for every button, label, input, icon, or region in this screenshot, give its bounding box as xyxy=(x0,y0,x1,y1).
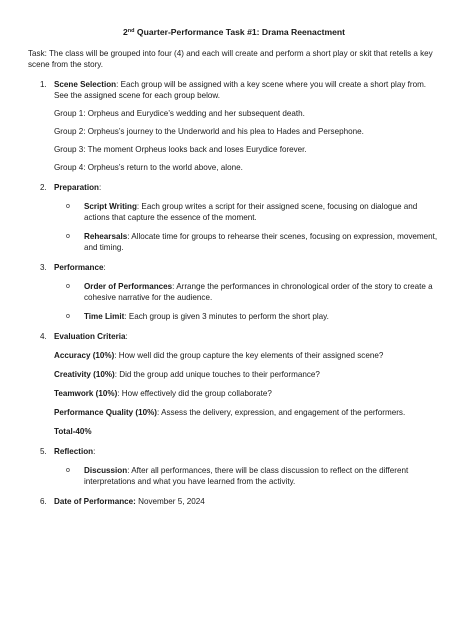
sub-text: : After all performances, there will be class discussion to reflect on the different interpretations and what you have learned from the activity. xyxy=(84,466,409,486)
sub-heading: Discussion xyxy=(84,466,128,475)
title-superscript: nd xyxy=(127,28,135,34)
item-heading: Date of Performance: xyxy=(54,497,136,506)
item-heading: Scene Selection xyxy=(54,80,117,89)
sub-heading: Order of Performances xyxy=(84,282,173,291)
sub-text: : Each group is given 3 minutes to perform the short play. xyxy=(124,312,329,321)
sub-item-rehearsals xyxy=(54,231,440,253)
item-number: 5. xyxy=(40,447,47,456)
task-description: Task: The class will be grouped into four (4) and each will create and perform a short play or skit that retells a key scene from the story. xyxy=(28,49,433,69)
item-text: : xyxy=(93,447,96,456)
criterion-accuracy xyxy=(54,350,440,361)
criterion-creativity xyxy=(54,369,440,380)
list-item-date-of-performance xyxy=(28,496,440,507)
sub-text: : Each group writes a script for their assigned scene, focusing on dialogue and actions that capture the essence of the moment. xyxy=(84,202,418,222)
title-number: 2 xyxy=(123,27,128,37)
list-item-preparation xyxy=(28,182,440,253)
criterion-performance-quality xyxy=(54,407,440,418)
criterion-text: : How effectively did the group collaborate? xyxy=(117,389,272,398)
item-text: : Each group will be assigned with a key scene where you will create a short play from. See the assigned scene for each group below. xyxy=(54,80,427,100)
group-1-assignment: Group 1: Orpheus and Eurydice’s wedding and her subsequent death. xyxy=(54,109,305,118)
sub-item-order-of-performances xyxy=(54,281,440,303)
item-number: 2. xyxy=(40,183,47,192)
total-label: Total-40% xyxy=(54,427,92,436)
list-item-performance xyxy=(28,262,440,322)
sub-heading: Rehearsals xyxy=(84,232,128,241)
list-item-evaluation-criteria xyxy=(28,331,440,437)
item-number: 1. xyxy=(40,80,47,89)
criterion-text: : Assess the delivery, expression, and engagement of the performers. xyxy=(157,408,406,417)
bullet-icon: o xyxy=(66,233,70,240)
sub-text: : Allocate time for groups to rehearse their scenes, focusing on expression, movement, and timing. xyxy=(84,232,438,252)
sub-item-discussion xyxy=(54,465,440,487)
bullet-icon: o xyxy=(66,283,70,290)
item-text: : xyxy=(125,332,128,341)
sub-item-script-writing xyxy=(54,201,440,223)
criterion-text: : Did the group add unique touches to their performance? xyxy=(114,370,320,379)
item-heading: Preparation xyxy=(54,183,99,192)
item-heading: Reflection xyxy=(54,447,94,456)
bullet-icon: o xyxy=(66,467,70,474)
page-title xyxy=(28,26,440,38)
item-number: 4. xyxy=(40,332,47,341)
criterion-heading: Teamwork (10%) xyxy=(54,389,118,398)
criteria-total xyxy=(54,426,440,437)
sub-text: : Arrange the performances in chronological order of the story to create a cohesive narrative for the audience. xyxy=(84,282,433,302)
item-heading: Evaluation Criteria xyxy=(54,332,126,341)
bullet-icon: o xyxy=(66,203,70,210)
criterion-heading: Performance Quality (10%) xyxy=(54,408,158,417)
item-number: 3. xyxy=(40,263,47,272)
sub-item-time-limit xyxy=(54,311,440,322)
criterion-teamwork xyxy=(54,388,440,399)
group-2-assignment: Group 2: Orpheus’s journey to the Underworld and his plea to Hades and Persephone. xyxy=(54,127,364,136)
sub-heading: Script Writing xyxy=(84,202,137,211)
item-heading: Performance xyxy=(54,263,104,272)
item-text: : xyxy=(98,183,102,192)
title-text: Quarter-Performance Task #1: Drama Reenactment xyxy=(134,27,345,37)
sub-heading: Time Limit xyxy=(84,312,125,321)
criterion-heading: Creativity (10%) xyxy=(54,370,115,379)
criterion-heading: Accuracy (10%) xyxy=(54,351,115,360)
item-text: : xyxy=(103,263,106,272)
group-3-assignment: Group 3: The moment Orpheus looks back and loses Eurydice forever. xyxy=(54,145,307,154)
bullet-icon: o xyxy=(66,313,70,320)
item-number: 6. xyxy=(40,497,47,506)
criterion-text: : How well did the group capture the key elements of their assigned scene? xyxy=(114,351,384,360)
item-text: November 5, 2024 xyxy=(135,497,205,506)
group-4-assignment: Group 4: Orpheus’s return to the world above, alone. xyxy=(54,163,243,172)
list-item-reflection xyxy=(28,446,440,487)
list-item-scene-selection xyxy=(28,79,440,173)
